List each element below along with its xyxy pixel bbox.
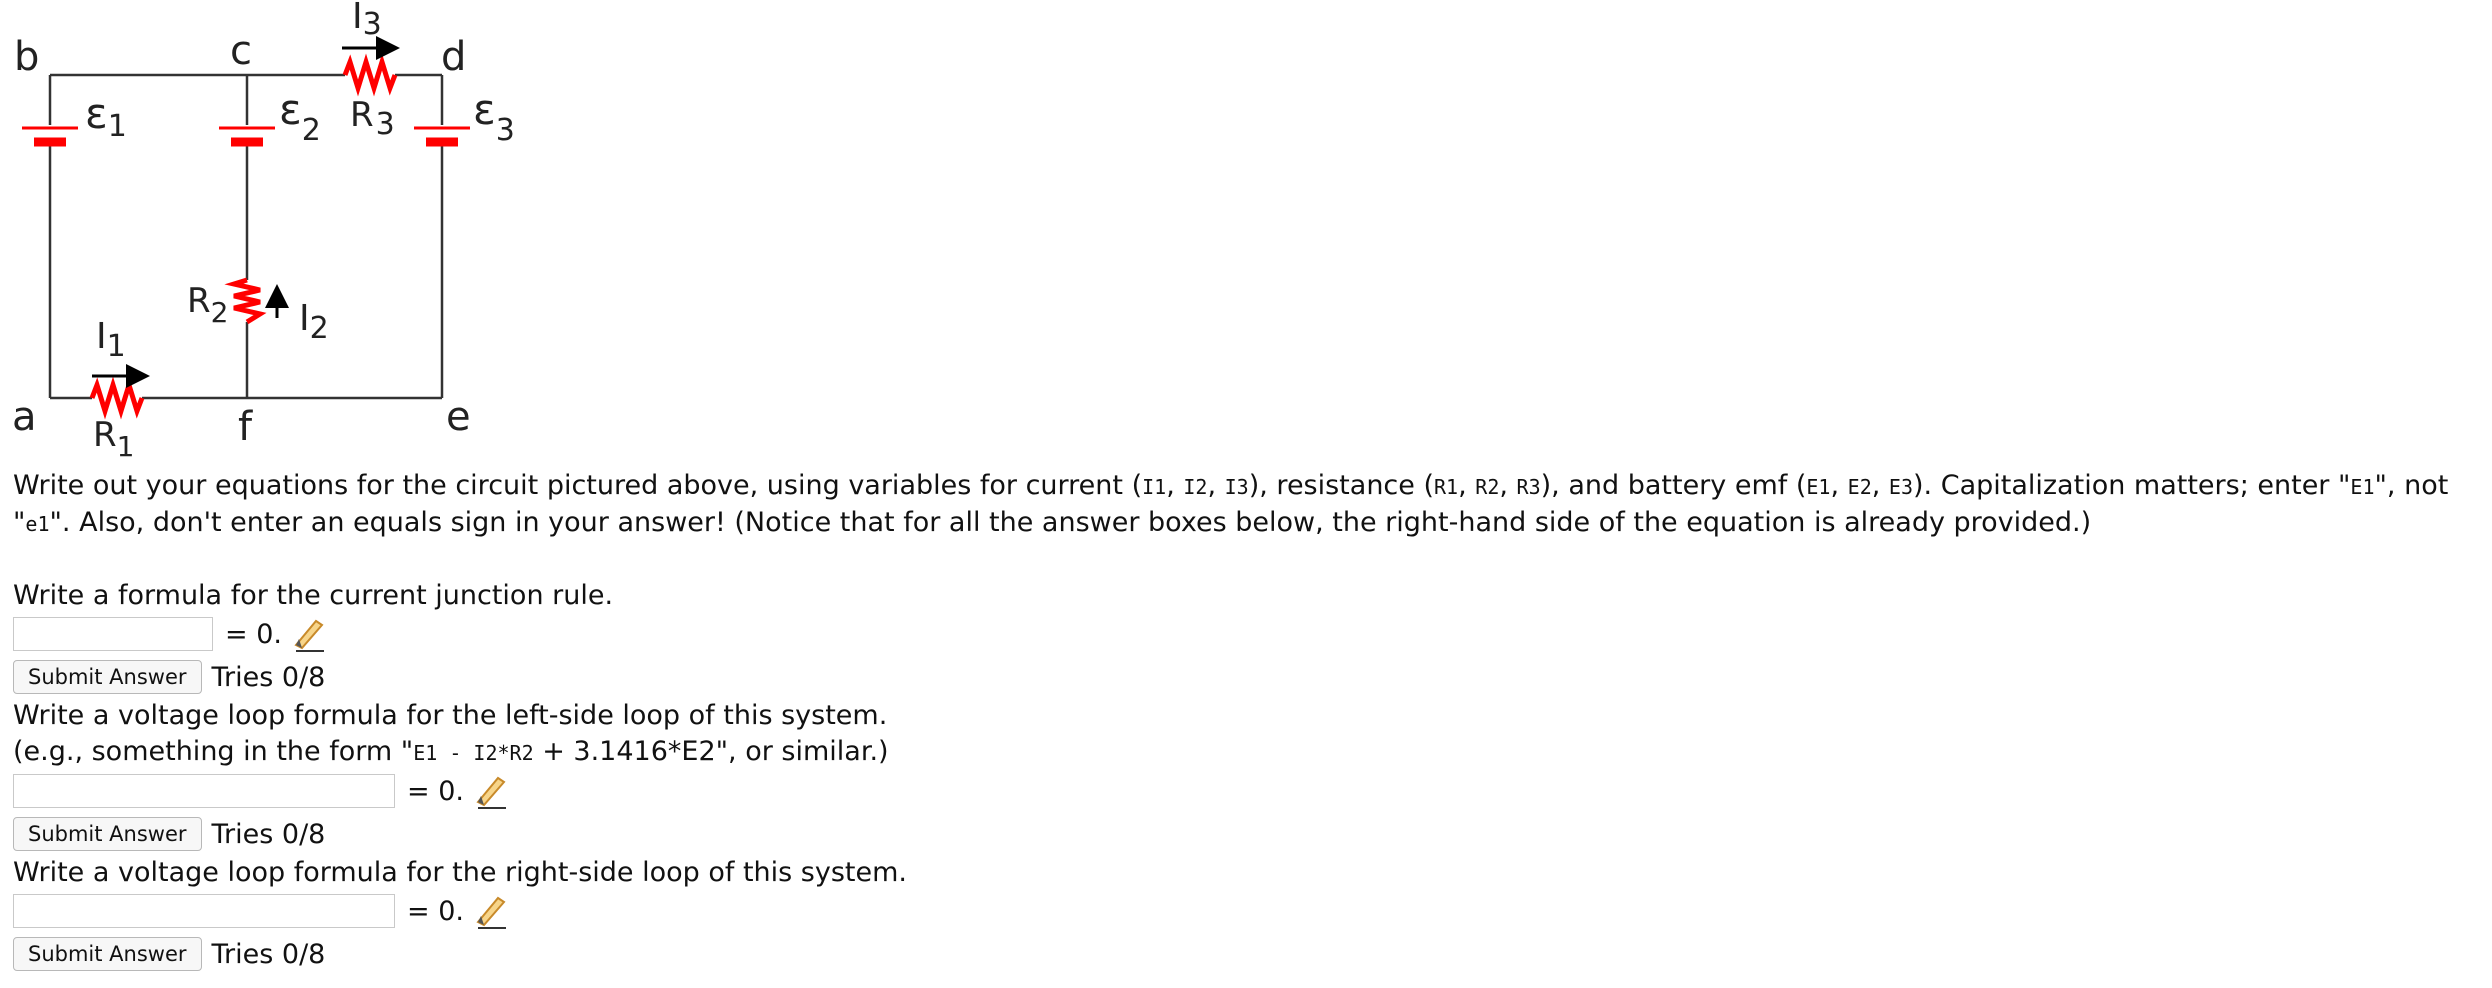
circuit-diagram xyxy=(0,0,540,470)
instructions-text: ), and battery emf ( xyxy=(1540,470,1807,501)
instructions-text: , xyxy=(1166,470,1184,501)
question-1-answer-row xyxy=(13,614,2483,654)
question-3-prompt: Write a voltage loop formula for the right-side loop of this system. xyxy=(13,857,908,888)
pencil-icon[interactable] xyxy=(292,615,326,653)
node-label-a: a xyxy=(12,394,37,440)
node-label-b: b xyxy=(14,34,40,80)
resistor-label-r3: R3 xyxy=(350,95,395,142)
var-i3: I3 xyxy=(1224,475,1249,499)
tries-counter: Tries 0/8 xyxy=(211,818,326,850)
submit-answer-button[interactable]: Submit Answer xyxy=(13,660,202,694)
pencil-icon[interactable] xyxy=(474,892,508,930)
submit-answer-button[interactable]: Submit Answer xyxy=(13,817,202,851)
answer-input-left-loop[interactable] xyxy=(13,774,395,808)
instructions-text: " xyxy=(13,507,26,538)
var-r3: R3 xyxy=(1516,475,1541,499)
instructions-line-1 xyxy=(13,468,2483,505)
current-label-i1: $I_1$ xyxy=(96,316,126,364)
example-text: (e.g., something in the form " xyxy=(13,736,414,767)
emf-label-e3: $\varepsilon_3$ xyxy=(473,85,515,148)
resistor-r3 xyxy=(345,62,395,88)
question-3-submit-row xyxy=(13,933,2483,975)
tries-counter: Tries 0/8 xyxy=(211,661,326,693)
battery-e2 xyxy=(219,128,275,142)
resistor-r2 xyxy=(234,280,260,322)
node-label-e: e xyxy=(446,394,471,440)
instructions-line-2 xyxy=(13,505,2483,542)
equation-rhs: = 0. xyxy=(225,618,282,650)
equation-rhs: = 0. xyxy=(407,775,464,807)
var-e3: E3 xyxy=(1888,475,1914,499)
current-arrow-i2 xyxy=(265,284,289,318)
instructions-text: ", not xyxy=(2374,470,2449,501)
current-label-i2: $I_2$ xyxy=(299,298,329,346)
node-label-f: f xyxy=(238,404,253,450)
question-2-prompt: Write a voltage loop formula for the left-side loop of this system. xyxy=(13,700,888,731)
instructions-text: , xyxy=(1207,470,1225,501)
var-i2: I2 xyxy=(1183,475,1208,499)
var-r1: R1 xyxy=(1434,475,1459,499)
instructions-text: , xyxy=(1871,470,1889,501)
battery-e1 xyxy=(22,128,78,142)
var-cap-upper: E1 xyxy=(2350,475,2375,499)
emf-label-e2: $\varepsilon_2$ xyxy=(279,85,321,148)
battery-e3 xyxy=(414,128,470,142)
answer-input-right-loop[interactable] xyxy=(13,894,395,928)
current-label-i3: I3 xyxy=(352,0,382,42)
node-label-c: c xyxy=(230,28,252,74)
equation-rhs: = 0. xyxy=(407,895,464,927)
instructions-text: ). Capitalization matters; enter " xyxy=(1913,470,2351,501)
instructions-text: Write out your equations for the circuit pictured above, using variables for current ( xyxy=(13,470,1143,501)
spacer xyxy=(13,542,2483,578)
question-2-example xyxy=(13,734,2483,771)
instructions-text: ". Also, don't enter an equals sign in your answer! (Notice that for all the answer boxes below, the right-hand side of the equation is already provided.) xyxy=(49,507,2092,538)
instructions-text: , xyxy=(1458,470,1476,501)
pencil-icon[interactable] xyxy=(474,772,508,810)
example-text: + 3.1416*E2", or similar.) xyxy=(533,736,889,767)
current-arrow-i1 xyxy=(92,364,150,388)
resistor-r1 xyxy=(92,385,142,411)
var-cap-lower: e1 xyxy=(25,512,50,536)
submit-answer-button[interactable]: Submit Answer xyxy=(13,937,202,971)
tries-counter: Tries 0/8 xyxy=(211,938,326,970)
resistor-label-r2: $R_2$ xyxy=(187,281,229,329)
question-2-submit-row xyxy=(13,813,2483,855)
var-e2: E2 xyxy=(1847,475,1872,499)
problem-content xyxy=(13,468,2483,975)
var-i1: I1 xyxy=(1142,475,1167,499)
resistor-label-r1: $R_1$ xyxy=(93,415,135,463)
emf-label-e1: ε1 xyxy=(85,89,127,144)
question-1-prompt: Write a formula for the current junction rule. xyxy=(13,580,614,611)
answer-input-junction[interactable] xyxy=(13,617,213,651)
node-label-d: d xyxy=(441,34,467,80)
var-r2: R2 xyxy=(1475,475,1500,499)
question-2-answer-row xyxy=(13,771,2483,811)
example-code: E1 - I2*R2 xyxy=(413,741,534,765)
question-1-submit-row xyxy=(13,656,2483,698)
instructions-text: , xyxy=(1499,470,1517,501)
question-3-answer-row xyxy=(13,891,2483,931)
instructions-text: , xyxy=(1830,470,1848,501)
instructions-text: ), resistance ( xyxy=(1248,470,1435,501)
var-e1: E1 xyxy=(1806,475,1831,499)
